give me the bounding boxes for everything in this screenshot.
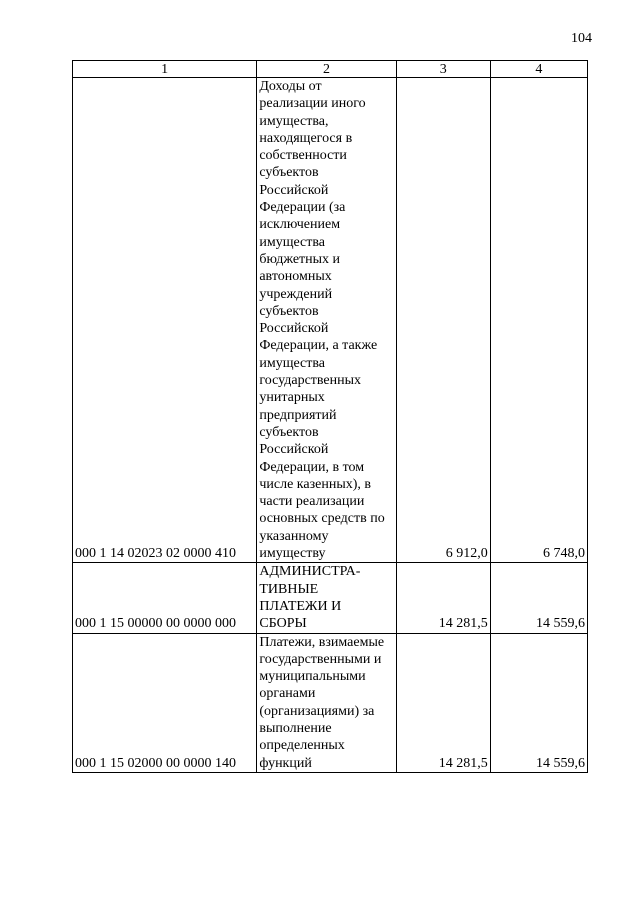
- income-name-text: Платежи, взимаемые государственными и муниципальными органами (организациями) за выполнение определенных функций: [259, 634, 385, 771]
- budget-code: 000 1 15 00000 00 0000 000: [73, 563, 257, 633]
- income-name: [257, 78, 396, 563]
- table-row: [73, 78, 588, 563]
- income-name: [257, 563, 396, 633]
- column-header-3: 3: [396, 61, 490, 78]
- income-name-text: АДМИНИСТРА-ТИВНЫЕ ПЛАТЕЖИ И СБОРЫ: [259, 564, 361, 632]
- amount-col3: 14 281,5: [396, 633, 490, 772]
- income-name: [257, 633, 396, 772]
- column-header-4: 4: [490, 61, 587, 78]
- table-row: [73, 633, 588, 772]
- income-name-text: Доходы от реализации иного имущества, находящегося в собственности субъектов Российской Федерации (за исключением имущества бюджетных и автономных учреждений субъектов Российской Федерации, а также имущества государственных унитарных предприятий субъектов Российской Федерации, в том числе казенных), в части реализации основных средств по указанному имуществу: [259, 79, 385, 562]
- column-header-2: 2: [257, 61, 396, 78]
- amount-col4: 14 559,6: [490, 633, 587, 772]
- table-header-row: [73, 61, 588, 78]
- budget-table: [72, 60, 588, 773]
- amount-col3: 14 281,5: [396, 563, 490, 633]
- column-header-1: 1: [73, 61, 257, 78]
- table-row: [73, 563, 588, 633]
- budget-code: 000 1 14 02023 02 0000 410: [73, 78, 257, 563]
- amount-col3: 6 912,0: [396, 78, 490, 563]
- amount-col4: 14 559,6: [490, 563, 587, 633]
- page-number: 104: [571, 31, 592, 46]
- budget-code: 000 1 15 02000 00 0000 140: [73, 633, 257, 772]
- amount-col4: 6 748,0: [490, 78, 587, 563]
